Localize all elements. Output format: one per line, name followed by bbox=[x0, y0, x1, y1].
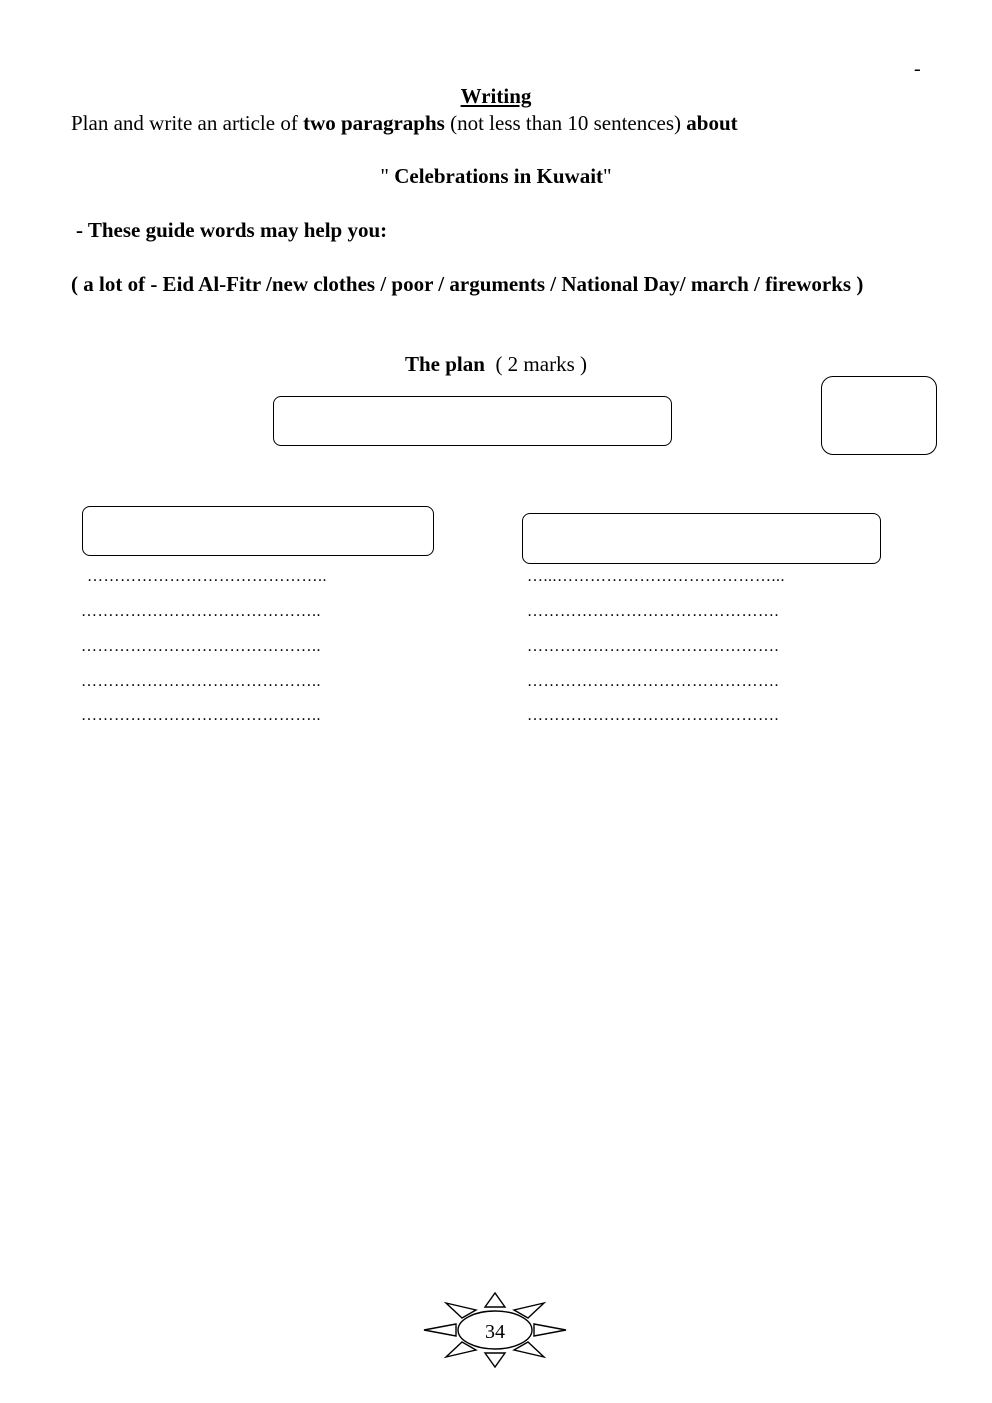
topic-title: Celebrations in Kuwait bbox=[394, 164, 604, 188]
answer-line-right-3[interactable]: ………………………………………. bbox=[527, 638, 779, 655]
instruction-part-3: (not less than 10 sentences) bbox=[444, 111, 687, 135]
answer-line-left-5[interactable]: …………………………………….. bbox=[81, 707, 321, 724]
page-title: Writing bbox=[460, 84, 532, 108]
sun-icon bbox=[420, 1290, 570, 1370]
answer-line-right-1[interactable]: …...…………………………………... bbox=[527, 568, 785, 585]
answer-line-left-1[interactable]: …………………………………….. bbox=[87, 568, 327, 585]
corner-mark: - bbox=[914, 58, 921, 80]
page-number-sun-emblem bbox=[420, 1290, 570, 1370]
answer-line-right-2[interactable]: ………………………………………. bbox=[527, 603, 779, 620]
instruction-part-4: about bbox=[686, 111, 738, 135]
topic-quote-close: " bbox=[603, 164, 612, 188]
answer-line-left-4[interactable]: …………………………………….. bbox=[81, 673, 321, 690]
page-number: 34 bbox=[485, 1321, 505, 1343]
answer-line-right-5[interactable]: ………………………………………. bbox=[527, 707, 779, 724]
paragraph-2-heading-box[interactable] bbox=[522, 513, 881, 564]
answer-line-left-2[interactable]: …………………………………….. bbox=[81, 603, 321, 620]
instruction-part-2: two paragraphs bbox=[303, 111, 445, 135]
plan-marks: ( 2 marks ) bbox=[495, 352, 587, 376]
instruction-part-1: Plan and write an article of bbox=[71, 111, 304, 135]
instruction-text bbox=[71, 111, 738, 136]
guide-words: ( a lot of - Eid Al-Fitr /new clothes / poor / arguments / National Day/ march / fireworks ) bbox=[71, 272, 864, 296]
topic-quote-open: " bbox=[380, 164, 395, 188]
paragraph-1-heading-box[interactable] bbox=[82, 506, 434, 556]
plan-title: The plan bbox=[404, 352, 485, 376]
guide-heading: - These guide words may help you: bbox=[76, 218, 388, 242]
article-topic bbox=[0, 164, 992, 189]
marks-box[interactable] bbox=[821, 376, 937, 455]
title-box[interactable] bbox=[273, 396, 672, 446]
answer-line-right-4[interactable]: ………………………………………. bbox=[527, 673, 779, 690]
answer-line-left-3[interactable]: …………………………………….. bbox=[81, 638, 321, 655]
plan-heading bbox=[0, 352, 992, 377]
